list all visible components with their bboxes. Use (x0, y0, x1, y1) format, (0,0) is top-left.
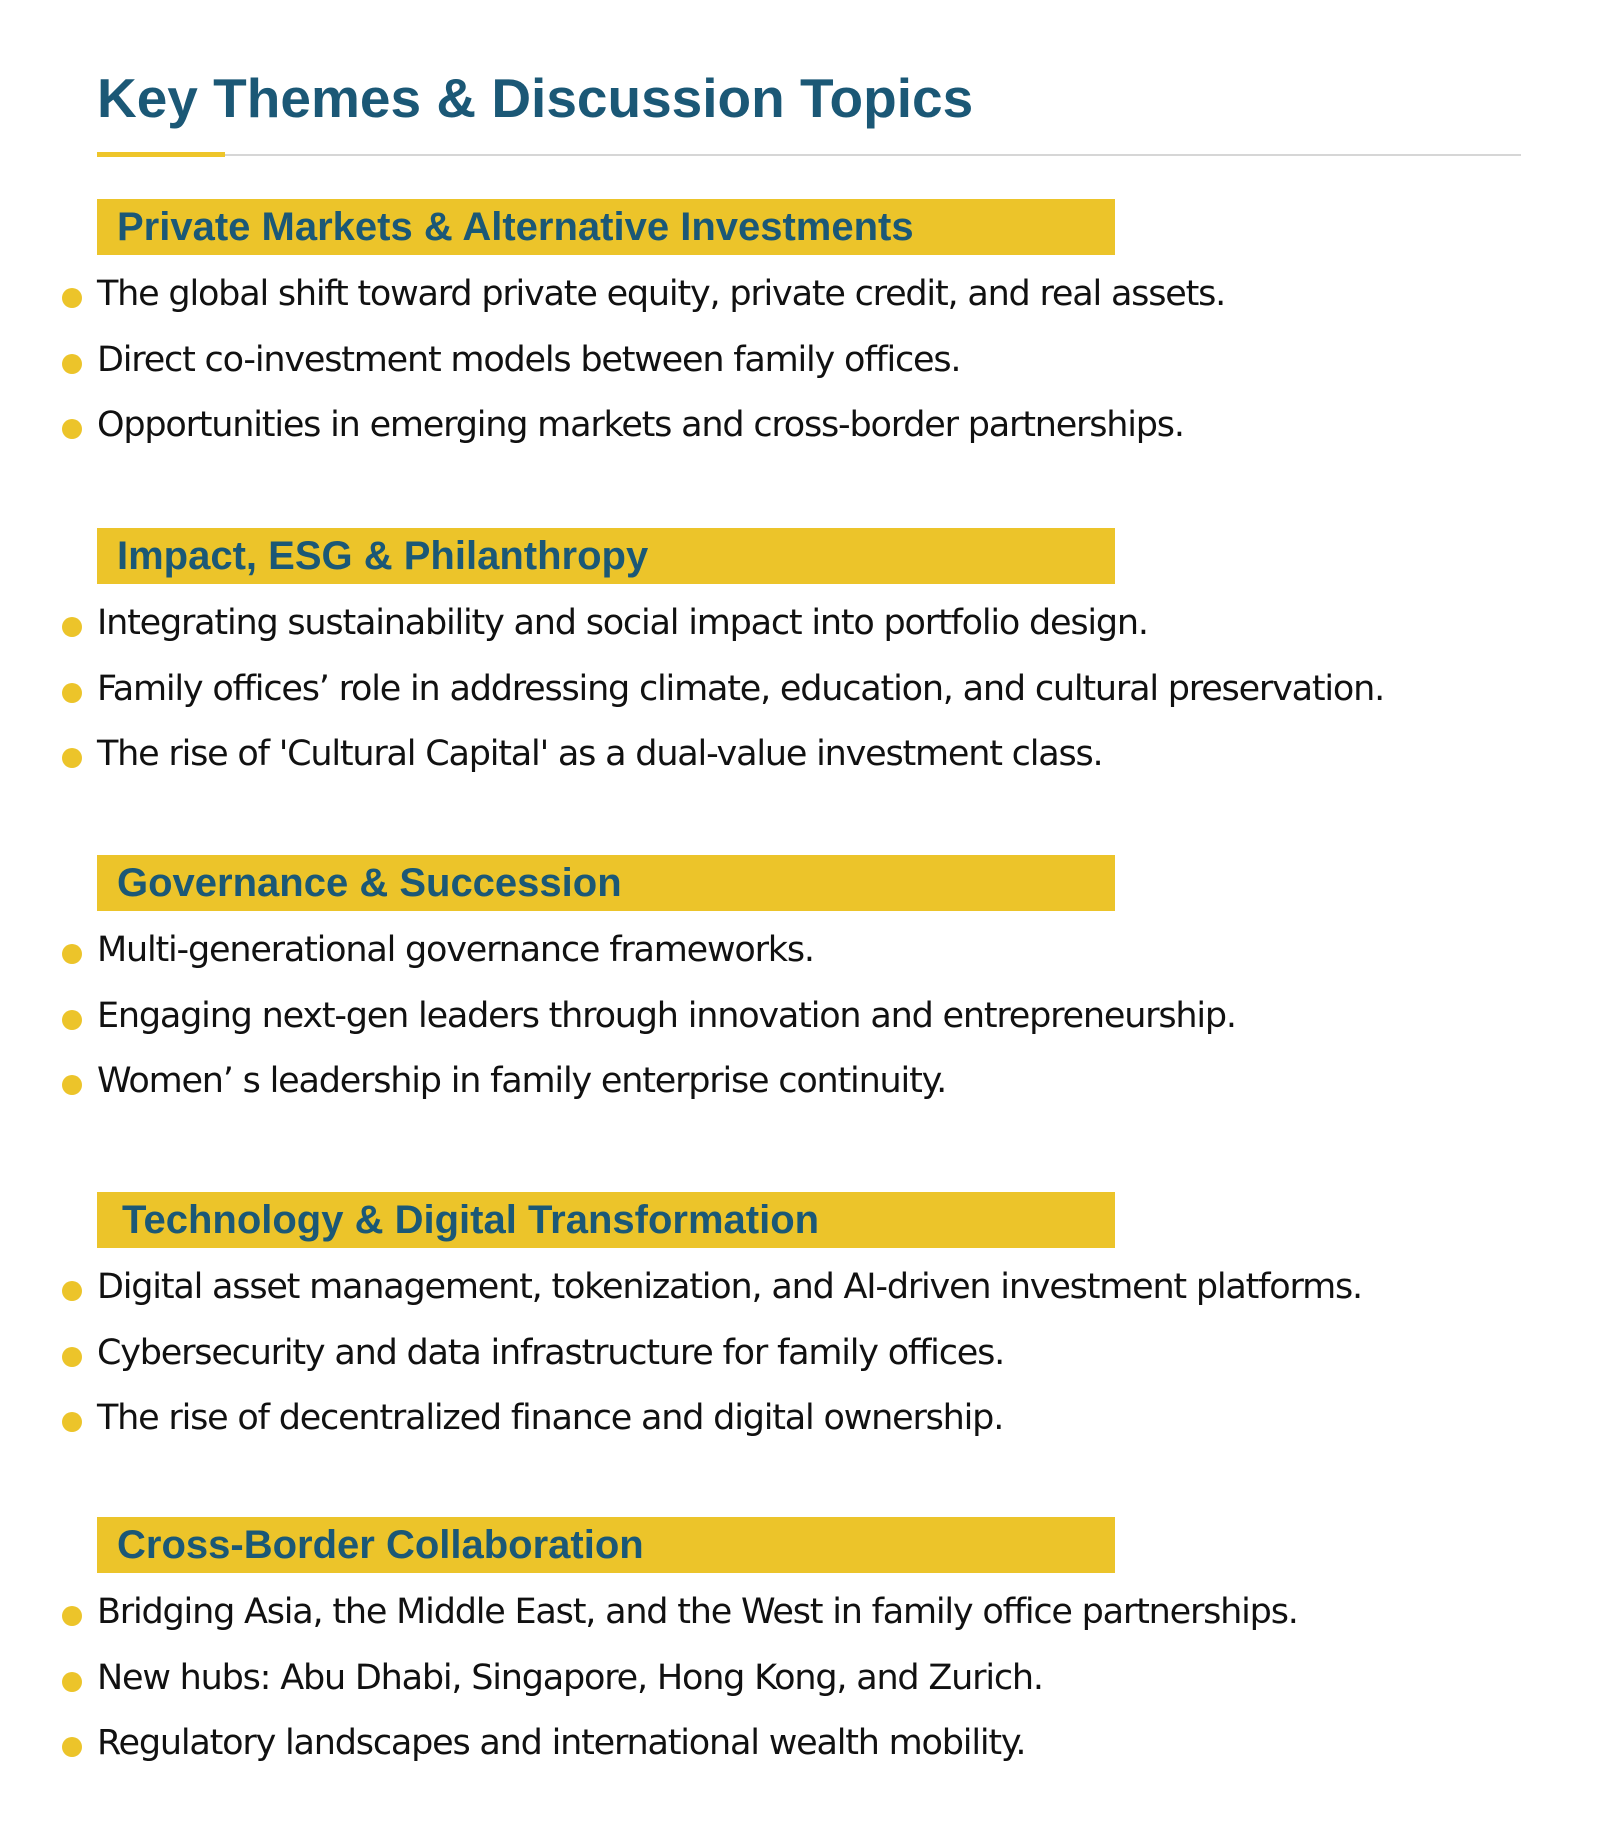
section-header-bar (97, 1192, 1115, 1248)
bullet-dot-icon (62, 1347, 82, 1367)
list-item (0, 1650, 1600, 1716)
list-item (0, 661, 1600, 727)
bullet-dot-icon (62, 617, 82, 637)
list-item-text: Regulatory landscapes and international wealth mobility. (97, 1723, 1026, 1763)
list-item-text: Multi-generational governance frameworks. (97, 930, 814, 970)
section-header-bar (97, 1517, 1115, 1573)
bullet-list (0, 1259, 1600, 1456)
bullet-dot-icon (62, 1737, 82, 1757)
list-item-text: Bridging Asia, the Middle East, and the West in family office partnerships. (97, 1592, 1298, 1632)
list-item (0, 1259, 1600, 1325)
bullet-list (0, 1584, 1600, 1781)
section-title: Governance & Succession (117, 861, 622, 905)
section-header-bar (97, 855, 1115, 911)
list-item-text: Engaging next-gen leaders through innovation and entrepreneurship. (97, 995, 1236, 1036)
list-item (0, 595, 1600, 661)
bullet-dot-icon (62, 1075, 82, 1095)
list-item-text: Cybersecurity and data infrastructure for family offices. (97, 1332, 1005, 1373)
bullet-dot-icon (62, 1412, 82, 1432)
title-accent-bar (97, 152, 225, 157)
section-title: Technology & Digital Transformation (122, 1198, 820, 1242)
bullet-dot-icon (62, 1606, 82, 1626)
list-item (0, 726, 1600, 792)
list-item (0, 397, 1600, 463)
bullet-list (0, 266, 1600, 463)
list-item-text: The rise of decentralized finance and digital ownership. (97, 1398, 1004, 1438)
list-item (0, 1715, 1600, 1781)
section-title: Impact, ESG & Philanthropy (117, 534, 649, 578)
list-item (0, 1325, 1600, 1391)
list-item-text: The rise of 'Cultural Capital' as a dual-value investment class. (97, 734, 1103, 774)
bullet-dot-icon (62, 419, 82, 439)
bullet-list (0, 595, 1600, 792)
list-item-text: Family offices’ role in addressing climate, education, and cultural preservation. (97, 668, 1385, 709)
page-title: Key Themes & Discussion Topics (97, 67, 974, 129)
list-item-text: Opportunities in emerging markets and cross-border partnerships. (97, 405, 1184, 445)
section-header-bar (97, 199, 1115, 255)
section-header-bar (97, 528, 1115, 584)
list-item-text: The global shift toward private equity, private credit, and real assets. (97, 274, 1226, 314)
list-item (0, 1584, 1600, 1650)
bullet-dot-icon (62, 748, 82, 768)
bullet-dot-icon (62, 683, 82, 703)
bullet-dot-icon (62, 288, 82, 308)
list-item-text: Direct co-investment models between family offices. (97, 339, 961, 380)
section-title: Private Markets & Alternative Investments (117, 205, 914, 249)
list-item-text: Digital asset management, tokenization, and AI-driven investment platforms. (97, 1267, 1362, 1307)
list-item (0, 922, 1600, 988)
title-divider (97, 154, 1521, 156)
list-item (0, 988, 1600, 1054)
list-item (0, 1053, 1600, 1119)
list-item-text: Integrating sustainability and social impact into portfolio design. (97, 603, 1148, 643)
bullet-dot-icon (62, 1281, 82, 1301)
bullet-dot-icon (62, 1672, 82, 1692)
bullet-dot-icon (62, 944, 82, 964)
list-item-text: Women’ s leadership in family enterprise continuity. (97, 1061, 947, 1101)
list-item (0, 1390, 1600, 1456)
section-title: Cross-Border Collaboration (117, 1523, 644, 1567)
list-item (0, 332, 1600, 398)
bullet-list (0, 922, 1600, 1119)
list-item-text: New hubs: Abu Dhabi, Singapore, Hong Kong, and Zurich. (97, 1657, 1043, 1698)
list-item (0, 266, 1600, 332)
bullet-dot-icon (62, 354, 82, 374)
bullet-dot-icon (62, 1010, 82, 1030)
